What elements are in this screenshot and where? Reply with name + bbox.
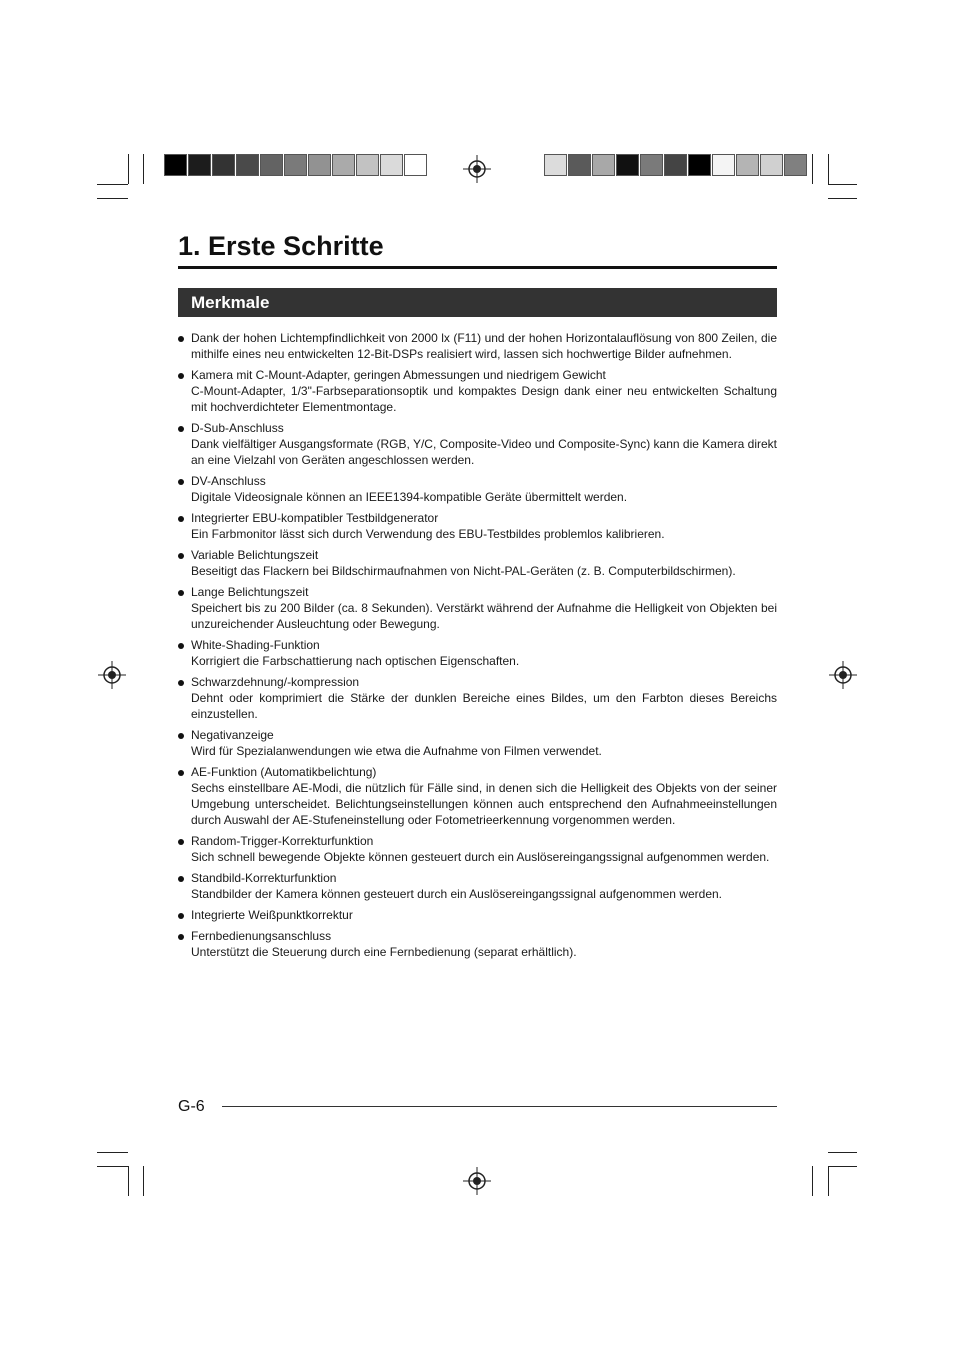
crop-mark [828,184,857,185]
feature-description: Digitale Videosignale können an IEEE1394-kompatible Geräte übermittelt werden. [191,490,628,504]
feature-description: Dehnt oder komprimiert die Stärke der dunklen Bereiche eines Bildes, um den Farbton dieses Bereichs einzustellen. [191,691,777,721]
registration-mark-icon [463,155,491,183]
footer-rule [222,1106,777,1107]
color-swatch [188,154,211,176]
list-item [178,547,777,579]
color-swatch [712,154,735,176]
color-swatch [308,154,331,176]
crop-mark [828,1166,857,1167]
color-swatch [760,154,783,176]
feature-description: Standbilder der Kamera können gesteuert durch ein Auslösereingangssignal aufgenommen werden. [191,887,723,901]
feature-list [178,330,777,965]
feature-description: Ein Farbmonitor lässt sich durch Verwendung des EBU-Testbildes problemlos kalibrieren. [191,527,665,541]
list-item [178,928,777,960]
color-swatch [784,154,807,176]
color-swatch [284,154,307,176]
crop-mark [812,1166,813,1196]
feature-title: White-Shading-Funktion [191,638,320,652]
list-item [178,833,777,865]
crop-mark [812,154,813,184]
feature-description: Beseitigt das Flackern bei Bildschirmaufnahmen von Nicht-PAL-Geräten (z. B. Computerbildschirmen). [191,564,736,578]
feature-description: Sich schnell bewegende Objekte können gesteuert durch ein Auslösereingangssignal aufgenommen werden. [191,850,770,864]
feature-description: Speichert bis zu 200 Bilder (ca. 8 Sekunden). Verstärkt während der Aufnahme die Helligkeit von Objekten bei unzureichender Ausleuchtung oder Bewegung. [191,601,777,631]
section-heading: Merkmale [178,288,777,317]
crop-mark [828,1152,857,1153]
color-swatch [592,154,615,176]
crop-mark [97,1166,128,1167]
feature-description: Korrigiert die Farbschattierung nach optischen Eigenschaften. [191,654,520,668]
list-item [178,330,777,362]
color-swatch [404,154,427,176]
color-swatch [640,154,663,176]
feature-description: Sechs einstellbare AE-Modi, die nützlich für Fälle sind, in denen sich die Helligkeit des Objekts von der seiner Umgebung unterscheidet. Belichtungseinstellungen können auch entsprechend den Aufnahmeeinstellungen durch Auswahl der AE-Stufeneinstellung oder Fotometrieerkennung vorgenommen werden. [191,781,777,827]
bullet-icon [178,913,184,919]
bullet-icon [178,680,184,686]
feature-description: Dank vielfältiger Ausgangsformate (RGB, Y/C, Composite-Video und Composite-Sync) kann die Kamera direkt an eine Vielzahl von Geräten angeschlossen werden. [191,437,777,467]
color-swatch [356,154,379,176]
bullet-icon [178,479,184,485]
page-number: G-6 [178,1098,205,1115]
color-swatch [260,154,283,176]
color-swatch [164,154,187,176]
color-swatch [736,154,759,176]
bullet-icon [178,643,184,649]
feature-title: Schwarzdehnung/-kompression [191,675,360,689]
feature-title: Variable Belichtungszeit [191,548,319,562]
feature-title: Negativanzeige [191,728,274,742]
feature-title: Dank der hohen Lichtempfindlichkeit von 2000 lx (F11) und der hohen Horizontalauflösung von 800 Zeilen, die mithilfe eines neu entwickelten 12-Bit-DSPs realisiert wird, lassen sich hochwertige Bilder aufnehmen. [191,331,777,361]
registration-mark-icon [463,1167,491,1195]
color-swatch [236,154,259,176]
list-item [178,420,777,468]
bullet-icon [178,590,184,596]
list-item [178,764,777,828]
color-swatch [380,154,403,176]
feature-title: AE-Funktion (Automatikbelichtung) [191,765,377,779]
list-item [178,674,777,722]
list-item [178,870,777,902]
bullet-icon [178,373,184,379]
feature-title: Standbild-Korrekturfunktion [191,871,337,885]
list-item [178,637,777,669]
crop-mark [143,1166,144,1196]
feature-title: Fernbedienungsanschluss [191,929,332,943]
feature-title: DV-Anschluss [191,474,266,488]
bullet-icon [178,876,184,882]
registration-mark-icon [98,661,126,689]
color-calibration-bar-left [164,154,428,176]
color-swatch [616,154,639,176]
color-swatch [212,154,235,176]
feature-description: Wird für Spezialanwendungen wie etwa die Aufnahme von Filmen verwendet. [191,744,602,758]
crop-mark [143,154,144,184]
crop-mark [97,184,128,185]
crop-mark [828,198,857,199]
crop-mark [828,1166,829,1196]
bullet-icon [178,733,184,739]
feature-title: Lange Belichtungszeit [191,585,309,599]
feature-title: Kamera mit C-Mount-Adapter, geringen Abmessungen und niedrigem Gewicht [191,368,606,382]
crop-mark [97,1152,128,1153]
list-item [178,584,777,632]
color-calibration-bar-right [544,154,808,176]
feature-title: Integrierte Weißpunktkorrektur [191,908,353,922]
color-swatch [544,154,567,176]
bullet-icon [178,934,184,940]
registration-mark-icon [829,661,857,689]
bullet-icon [178,770,184,776]
list-item [178,727,777,759]
list-item [178,367,777,415]
list-item [178,473,777,505]
list-item [178,907,777,923]
color-swatch [688,154,711,176]
page-title: 1. Erste Schritte [178,231,384,261]
crop-mark [128,1166,129,1196]
feature-description: Unterstützt die Steuerung durch eine Fernbedienung (separat erhältlich). [191,945,577,959]
list-item [178,510,777,542]
title-underline [178,266,777,269]
color-swatch [568,154,591,176]
feature-title: Random-Trigger-Korrekturfunktion [191,834,374,848]
crop-mark [128,154,129,184]
feature-title: D-Sub-Anschluss [191,421,284,435]
color-swatch [664,154,687,176]
color-swatch [332,154,355,176]
bullet-icon [178,839,184,845]
feature-description: C-Mount-Adapter, 1/3"-Farbseparationsoptik und kompaktes Design dank einer neu entwickelten Schaltung mit hochverdichteter Elementmontage. [191,384,777,414]
bullet-icon [178,426,184,432]
crop-mark [97,198,128,199]
bullet-icon [178,553,184,559]
crop-mark [828,154,829,184]
feature-title: Integrierter EBU-kompatibler Testbildgenerator [191,511,439,525]
bullet-icon [178,336,184,342]
bullet-icon [178,516,184,522]
